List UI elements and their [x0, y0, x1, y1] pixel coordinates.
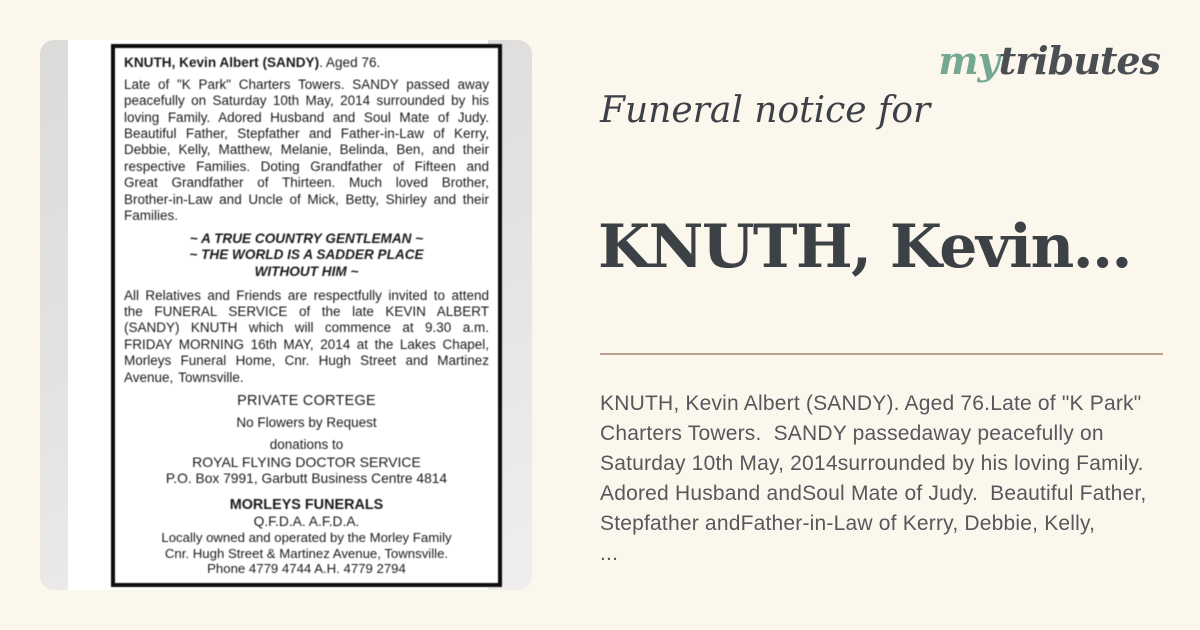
- mytributes-logo[interactable]: [938, 38, 1160, 83]
- notice-headline-name: KNUTH, Kevin Albert (SANDY): [124, 55, 320, 70]
- page-title: KNUTH, Kevin...: [598, 212, 1131, 282]
- notice-private-cortege: PRIVATE CORTEGE: [237, 393, 376, 410]
- notice-headline-age: . Aged 76.: [319, 55, 381, 70]
- notice-excerpt-ellipsis: ...: [600, 542, 619, 565]
- horizontal-divider: [600, 353, 1163, 355]
- notice-epitaph-line: WITHOUT HIM ~: [254, 263, 359, 279]
- notice-scan-paper: [68, 40, 488, 590]
- newspaper-notice: [111, 44, 502, 587]
- notice-paragraph-family: Late of "K Park" Charters Towers. SANDY passed away peacefully on Saturday 10th May, 2014 surrounded by his loving Family. Adored Husband and Soul Mate of Judy. Beautiful Father, Stepfather and Father-in-Law of Kerry, Debbie, Kelly, Matthew, Melanie, Belinda, Ben, and their respective Families. Doting Grandfather of Fifteen and Great Grandfather of Thirteen. Much loved Brother, Brother-in-Law and Uncle of Mick, Betty, Shirley and their Families.: [124, 76, 489, 224]
- notice-excerpt-text: KNUTH, Kevin Albert (SANDY). Aged 76.Late of "K Park" Charters Towers. SANDY passedaway peacefully on Saturday 10th May, 2014surrounded by his loving Family. Adored Husband andSoul Mate of Judy. Beautiful Father, Stepfather andFather-in-Law of Kerry, Debbie, Kelly,: [600, 392, 1153, 535]
- notice-scan-card: [40, 40, 532, 590]
- notice-excerpt: [600, 389, 1178, 569]
- funeral-home-line: Phone 4779 4744 A.H. 4779 2794: [207, 561, 406, 577]
- notice-donations-org: ROYAL FLYING DOCTOR SERVICE: [192, 453, 421, 470]
- logo-my: my: [938, 38, 999, 83]
- notice-no-flowers: No Flowers by Request: [236, 414, 377, 430]
- notice-epitaph-line: ~ THE WORLD IS A SADDER PLACE: [189, 247, 424, 263]
- notice-paragraph-service: All Relatives and Friends are respectfully invited to attend the FUNERAL SERVICE of the late KEVIN ALBERT (SANDY) KNUTH which will commence at 9.30 a.m. FRIDAY MORNING 16th MAY, 2014 at the Lakes Chapel, Morleys Funeral Home, Cnr. Hugh Street and Martinez Avenue, Townsville.: [124, 287, 489, 385]
- notice-epitaph: [124, 231, 489, 281]
- notice-funeral-home: [124, 497, 489, 577]
- funeral-home-line: Q.F.D.A. A.F.D.A.: [253, 513, 360, 529]
- notice-epitaph-line: ~ A TRUE COUNTRY GENTLEMAN ~: [189, 230, 424, 246]
- funeral-home-name: MORLEYS FUNERALS: [229, 496, 384, 513]
- funeral-notice-eyebrow: Funeral notice for: [600, 90, 931, 131]
- notice-donations-address: P.O. Box 7991, Garbutt Business Centre 4814: [165, 470, 448, 486]
- notice-headline: [124, 55, 489, 72]
- notice-donations-intro: donations to: [269, 437, 344, 453]
- logo-tributes: tributes: [998, 38, 1160, 83]
- funeral-home-line: Cnr. Hugh Street & Martinez Avenue, Townsville.: [164, 545, 449, 561]
- funeral-home-line: Locally owned and operated by the Morley Family: [161, 530, 452, 545]
